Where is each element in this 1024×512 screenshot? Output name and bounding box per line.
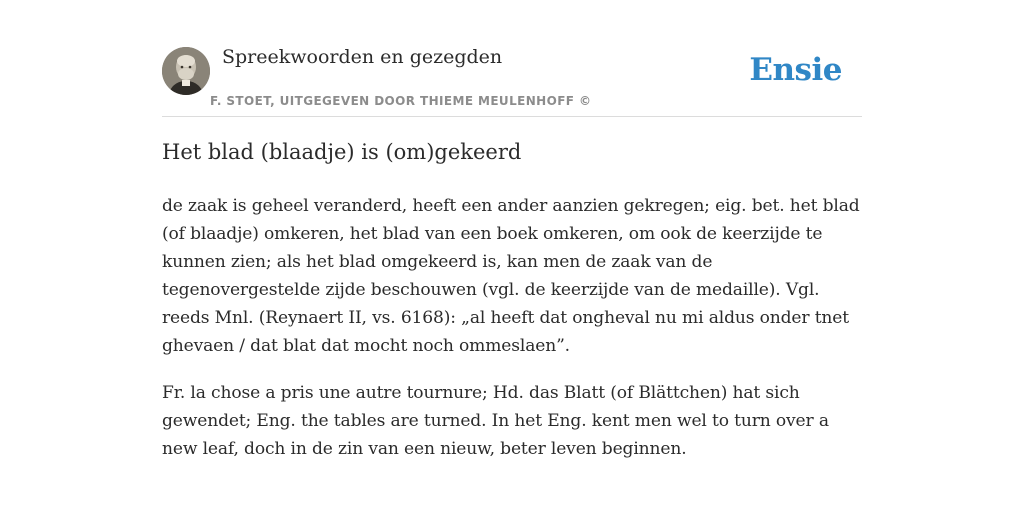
entry-body xyxy=(162,192,862,482)
ensie-logo-link[interactable]: Ensie xyxy=(749,52,842,88)
source-title[interactable]: Spreekwoorden en gezegden xyxy=(222,46,503,68)
entry-paragraph: de zaak is geheel veranderd, heeft een ander aanzien gekregen; eig. bet. het blad (of blaadje) omkeren, het blad van een boek omkeren, om ook de keerzijde te kunnen zien; als het blad omgekeerd is, kan men de zaak van de tegenovergestelde zijde beschouwen (vgl. de keerzijde van de medaille). Vgl. reeds Mnl. (Reynaert II, vs. 6168): „al heeft dat ongheval nu mi aldus onder tnet ghevaen / dat blat dat mocht noch ommeslaen”. xyxy=(162,196,860,356)
entry-paragraph: Fr. la chose a pris une autre tournure; Hd. das Blatt (of Blättchen) hat sich gewendet; Eng. the tables are turned. In het Eng. kent men wel to turn over a new leaf, doch in de zin van een nieuw, beter leven beginnen. xyxy=(162,383,829,459)
source-header xyxy=(162,44,862,117)
source-credit: F. STOET, UITGEGEVEN DOOR THIEME MEULENHOFF © xyxy=(210,94,592,108)
author-portrait-icon[interactable] xyxy=(162,47,210,95)
entry-title: Het blad (blaadje) is (om)gekeerd xyxy=(162,140,522,164)
